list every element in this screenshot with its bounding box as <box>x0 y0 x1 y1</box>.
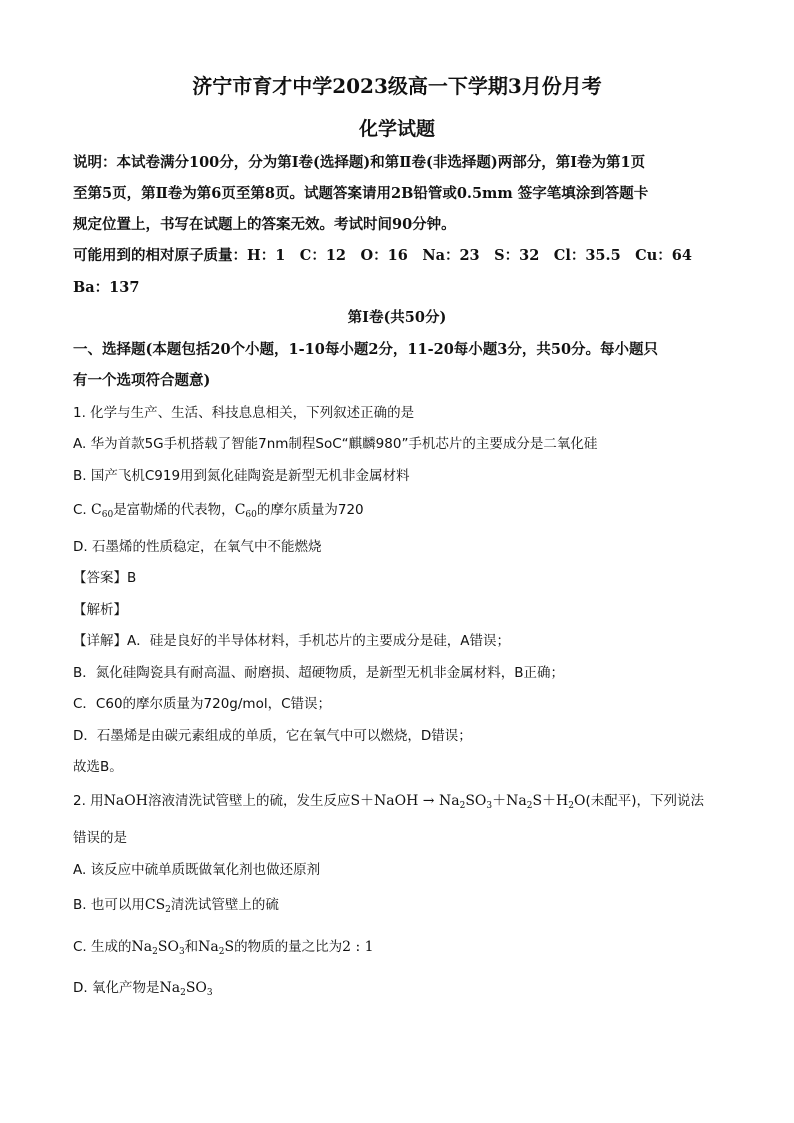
q2-stem <box>73 789 704 810</box>
q1-option-c-mid: 是富勒烯的代表物， <box>113 502 235 518</box>
section-heading: 第Ⅰ卷(共50分) <box>347 309 447 326</box>
q2-option-a: A. 该反应中硫单质既做氧化剂也做还原剂 <box>73 862 321 878</box>
so-sub-d: 3 <box>206 988 213 998</box>
eq-sub-3: 2 <box>526 801 533 811</box>
q1-option-a: A. 华为首款5G手机搭载了智能7nm制程SoC“麒麟980”手机芯片的主要成分是二氧化硅 <box>73 436 598 452</box>
eq-part-1: S＋NaOH → Na <box>350 793 460 809</box>
c60-formula <box>91 502 113 518</box>
q1-stem: 1. 化学与生产、生活、科技息息相关，下列叙述正确的是 <box>73 405 415 421</box>
part-heading-line-2: 有一个选项符合题意) <box>73 372 211 389</box>
q2-stem-line-2: 错误的是 <box>73 830 127 846</box>
na-symbol-2: Na <box>198 939 219 955</box>
q1-explanation-c: C．C60的摩尔质量为720g/mol，C错误； <box>73 696 332 712</box>
answer-label: 【答案】 <box>73 570 127 586</box>
part-heading-line-1: 一、选择题(本题包括20个小题，1-10每小题2分，11-20每小题3分，共50分。每小题只 <box>73 341 659 358</box>
c-symbol-2: C <box>234 502 246 518</box>
q1-detail-a <box>73 629 510 649</box>
q1-answer <box>73 566 136 586</box>
q2-option-c <box>73 935 374 955</box>
q2-stem-prefix: 2. 用 <box>73 793 104 809</box>
q2-option-c-prefix: C. 生成的 <box>73 939 132 955</box>
so-symbol: SO <box>157 939 179 955</box>
c-subscript-2: 60 <box>245 510 257 520</box>
eq-part-5: O <box>574 793 586 809</box>
q2-stem-post: (未配平)，下列说法 <box>585 793 705 809</box>
q2-option-c-and: 和 <box>184 939 199 955</box>
q1-option-d: D. 石墨烯的性质稳定，在氧气中不能燃烧 <box>73 539 322 555</box>
explanation-a: A．硅是良好的半导体材料，手机芯片的主要成分是硅，A错误； <box>127 633 510 649</box>
q2-option-c-post: 的物质的量之比为 <box>234 939 343 955</box>
q2-option-b <box>73 893 279 913</box>
na-symbol-d: Na <box>159 980 181 996</box>
na-symbol-1: Na <box>131 939 153 955</box>
na-sub-2: 2 <box>218 947 225 957</box>
q2-stem-mid: 溶液清洗试管壁上的硫，发生反应 <box>147 793 351 809</box>
c-symbol: C <box>91 502 102 518</box>
na-sub-1: 2 <box>152 947 158 957</box>
q1-option-c <box>73 498 364 518</box>
atomic-mass-line-2: Ba：137 <box>73 279 140 296</box>
na2so3-formula-d <box>159 980 212 996</box>
so-sub: 3 <box>178 947 185 957</box>
cs2-formula <box>145 897 171 913</box>
q1-option-b: B. 国产飞机C919用到氮化硅陶瓷是新型无机非金属材料 <box>73 468 410 484</box>
c-subscript: 60 <box>101 510 114 520</box>
answer-value: B <box>127 570 137 586</box>
ratio-value: 2 : 1 <box>342 939 374 955</box>
detail-label: 【详解】 <box>73 633 127 649</box>
q1-explanation-b: B．氮化硅陶瓷具有耐高温、耐磨损、超硬物质，是新型无机非金属材料，B正确； <box>73 665 565 681</box>
instructions-line-3: 规定位置上，书写在试题上的答案无效。考试时间90分钟。 <box>73 216 456 233</box>
exam-subtitle: 化学试题 <box>358 118 435 140</box>
atomic-mass-line: 可能用到的相对原子质量：H：1 C：12 O：16 Na：23 S：32 Cl：35.5 Cu：64 <box>73 247 692 264</box>
q1-conclusion: 故选B。 <box>73 759 123 775</box>
cs-symbol: CS <box>144 897 166 913</box>
eq-part-2: SO <box>465 793 487 809</box>
so-symbol-d: SO <box>185 980 207 996</box>
cs-subscript: 2 <box>165 905 171 915</box>
q1-option-c-prefix: C. <box>73 502 92 518</box>
na2so3-formula <box>132 939 185 955</box>
s-symbol: S <box>224 939 235 955</box>
eq-part-3: ＋Na <box>492 793 527 809</box>
q2-option-b-prefix: B. 也可以用 <box>73 897 145 913</box>
na-sub-d: 2 <box>180 988 186 998</box>
eq-sub-4: 2 <box>568 801 575 811</box>
q2-option-b-post: 清洗试管壁上的硫 <box>170 897 279 913</box>
naoh-formula: NaOH <box>103 793 148 809</box>
na2s-formula <box>198 939 234 955</box>
eq-sub-2: 3 <box>486 801 493 811</box>
instructions-line-2: 至第5页，第Ⅱ卷为第6页至第8页。试题答案请用2B铅管或0.5mm 签字笔填涂到答题卡 <box>73 185 649 202</box>
instructions-line-1: 说明：本试卷满分100分，分为第Ⅰ卷(选择题)和第Ⅱ卷(非选择题)两部分，第Ⅰ卷为第1页 <box>73 154 646 171</box>
q2-option-d-prefix: D. 氧化产物是 <box>73 980 160 996</box>
q1-option-c-post: 的摩尔质量为720 <box>256 502 364 518</box>
q1-analysis-label: 【解析】 <box>73 602 127 618</box>
q2-option-d <box>73 976 213 996</box>
eq-part-4: S＋H <box>532 793 569 809</box>
c60-formula-2 <box>235 502 257 518</box>
q1-explanation-d: D．石墨烯是由碳元素组成的单质，它在氧气中可以燃烧，D错误； <box>73 728 472 744</box>
reaction-equation <box>350 793 585 809</box>
eq-sub-1: 2 <box>459 801 466 811</box>
exam-title: 济宁市育才中学2023级高一下学期3月份月考 <box>192 74 602 98</box>
